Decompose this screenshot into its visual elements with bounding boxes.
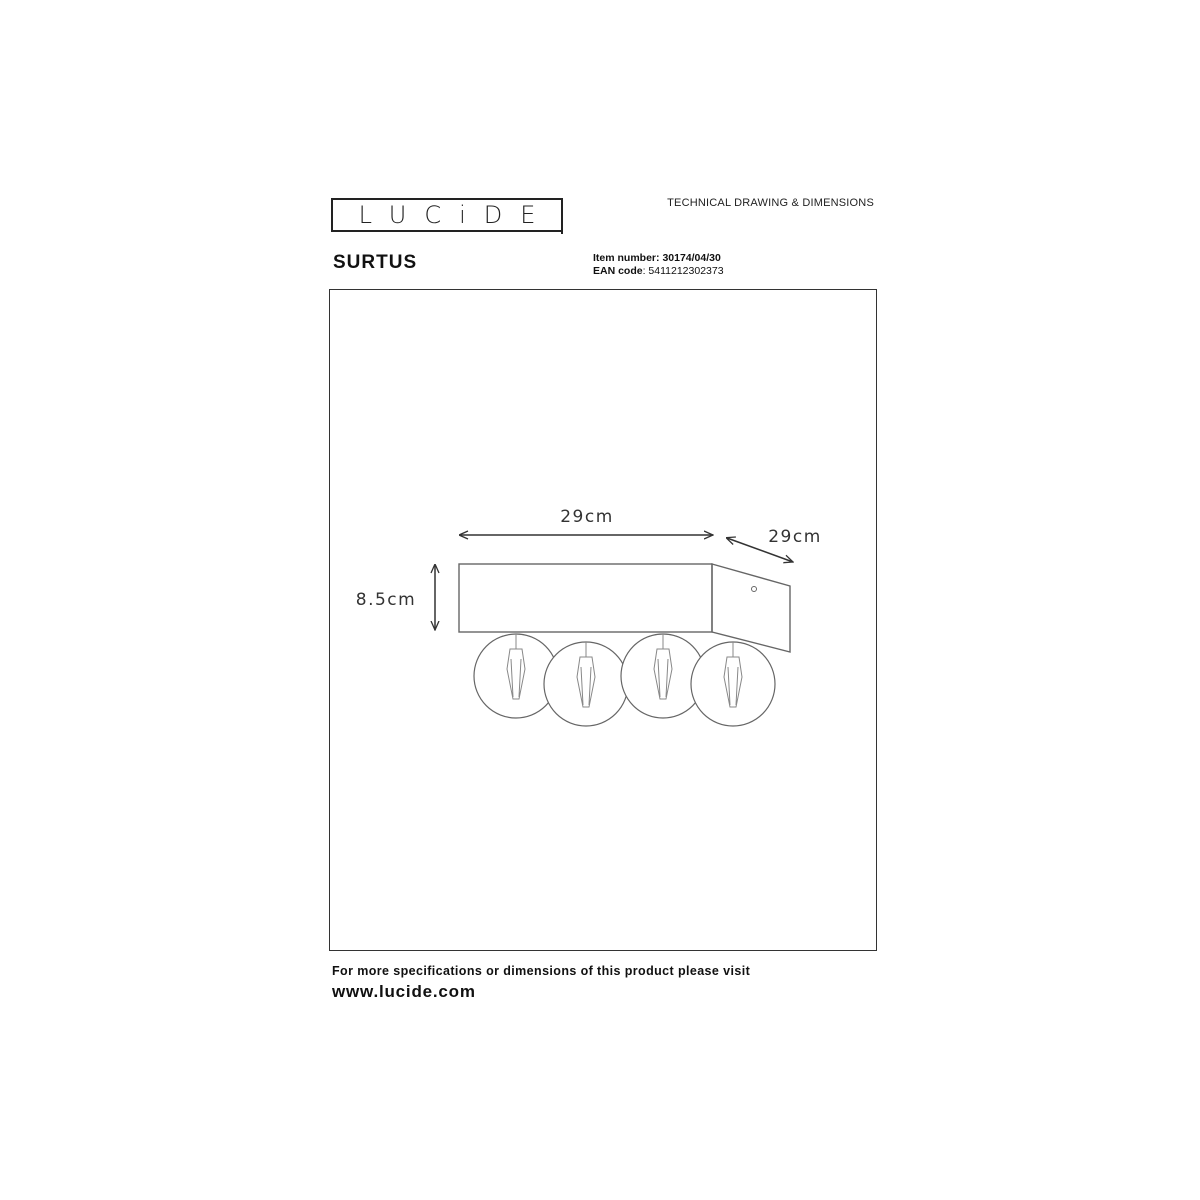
ean-line bbox=[593, 265, 724, 278]
item-number-value: 30174/04/30 bbox=[662, 252, 721, 264]
globe-bulbs bbox=[474, 634, 775, 726]
footer-note: For more specifications or dimensions of this product please visit bbox=[332, 964, 751, 978]
height-dimension-label: 8.5cm bbox=[355, 590, 417, 610]
brand-logo: LUCiDE bbox=[358, 201, 554, 229]
product-name: SURTUS bbox=[333, 252, 418, 273]
ean-label: EAN code bbox=[593, 265, 643, 277]
technical-drawing bbox=[329, 289, 877, 951]
product-meta bbox=[593, 252, 724, 278]
website-link[interactable]: www.lucide.com bbox=[332, 982, 476, 1001]
width-dimension-label: 29cm bbox=[560, 507, 614, 527]
item-number-line bbox=[593, 252, 724, 265]
item-number-label: Item number: bbox=[593, 252, 660, 264]
document-type-label: TECHNICAL DRAWING & DIMENSIONS bbox=[667, 197, 874, 209]
ean-value: : 5411212302373 bbox=[642, 265, 724, 277]
depth-dimension-label: 29cm bbox=[768, 527, 822, 547]
